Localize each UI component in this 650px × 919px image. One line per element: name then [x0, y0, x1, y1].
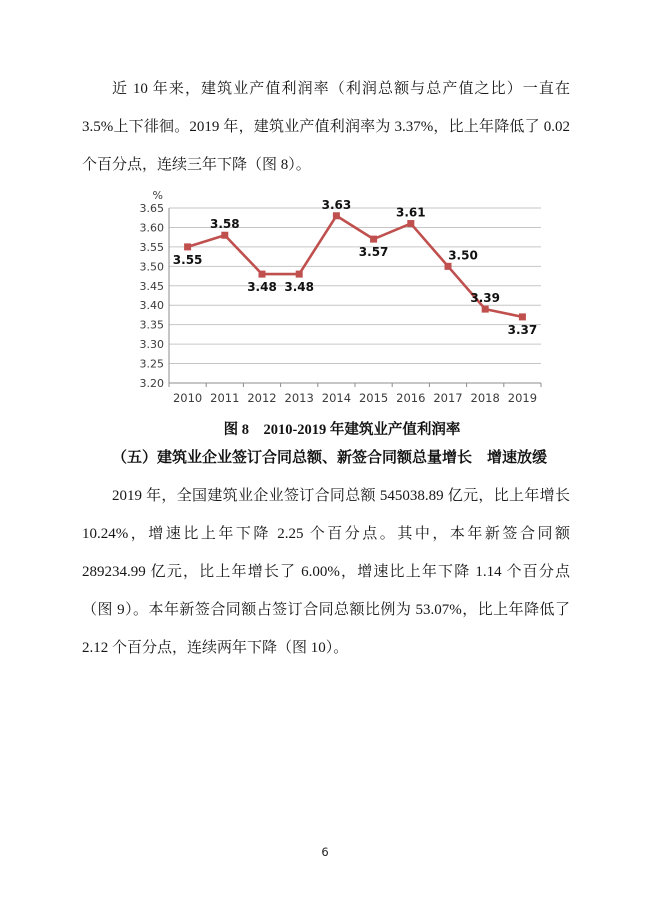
chart-y-tick-label: 3.20	[139, 377, 164, 390]
chart-x-tick-label: 2012	[247, 391, 277, 405]
chart-x-tick-label: 2016	[396, 391, 426, 405]
page-number: 6	[321, 845, 329, 859]
chart-x-tick-label: 2014	[321, 391, 352, 405]
chart-y-tick-label: 3.35	[139, 318, 164, 332]
chart-data-label: 3.55	[172, 252, 203, 267]
chart-unit-label: %	[152, 190, 163, 202]
chart-marker	[407, 220, 414, 227]
chart-data-label: 3.37	[507, 322, 538, 337]
chart-y-tick-label: 3.50	[139, 260, 164, 274]
chart-x-tick-label: 2017	[433, 391, 463, 405]
chart-marker	[333, 212, 340, 219]
chart-y-tick-label: 3.25	[139, 357, 164, 371]
chart-data-label: 3.39	[470, 291, 501, 306]
section-heading: （五）建筑业企业签订合同总额、新签合同额总量增长 增速放缓	[112, 450, 548, 466]
line-chart	[135, 190, 549, 414]
chart-data-label: 3.61	[395, 205, 426, 220]
chart-data-label: 3.48	[284, 280, 315, 295]
section-paragraph: 2019 年，全国建筑业企业签订合同总额 545038.89 亿元，比上年增长 10.24%，增速比上年下降 2.25 个百分点。其中，本年新签合同额 289234.99 亿元，比上年增长了 6.00%，增速比上年下降 1.14 个百分点（图 9）。本年新签合同额占签订合同总额比例为 53.07%，比上年降低了 2.12 个百分点，连续两年下降（图 10）。	[82, 488, 570, 656]
chart-data-label: 3.63	[321, 197, 352, 212]
chart-x-tick-label: 2018	[470, 391, 500, 405]
chart-data-label: 3.58	[209, 217, 240, 232]
chart-y-tick-label: 3.45	[139, 279, 164, 293]
chart-marker	[445, 263, 452, 270]
chart-marker	[296, 271, 303, 278]
chart-marker	[259, 271, 266, 278]
chart-x-tick-label: 2015	[358, 391, 389, 405]
chart-y-tick-label: 3.30	[139, 338, 164, 352]
intro-paragraph: 近 10 年来，建筑业产值利润率（利润总额与总产值之比）一直在 3.5%上下徘徊。2019 年，建筑业产值利润率为 3.37%，比上年降低了 0.02 个百分点，连续三年下降（图 8）。	[82, 81, 570, 173]
chart-x-tick-label: 2010	[172, 391, 203, 405]
chart-marker	[482, 306, 489, 313]
chart-caption: 图 8 2010-2019 年建筑业产值利润率	[223, 422, 461, 438]
chart-marker	[519, 313, 526, 320]
chart-y-tick-label: 3.60	[139, 221, 164, 235]
chart-marker	[370, 236, 377, 243]
chart-y-tick-label: 3.65	[139, 202, 164, 215]
chart-x-tick-label: 2011	[210, 391, 240, 405]
chart-x-tick-label: 2019	[507, 391, 538, 405]
profit-rate-chart	[135, 190, 549, 439]
chart-data-label: 3.50	[448, 248, 478, 263]
chart-marker	[184, 243, 191, 250]
chart-x-tick-label: 2013	[284, 391, 314, 405]
chart-y-tick-label: 3.55	[139, 240, 164, 254]
chart-y-tick-label: 3.40	[139, 299, 164, 313]
chart-data-label: 3.48	[247, 280, 277, 295]
chart-marker	[221, 232, 228, 239]
chart-data-label: 3.57	[358, 245, 389, 260]
